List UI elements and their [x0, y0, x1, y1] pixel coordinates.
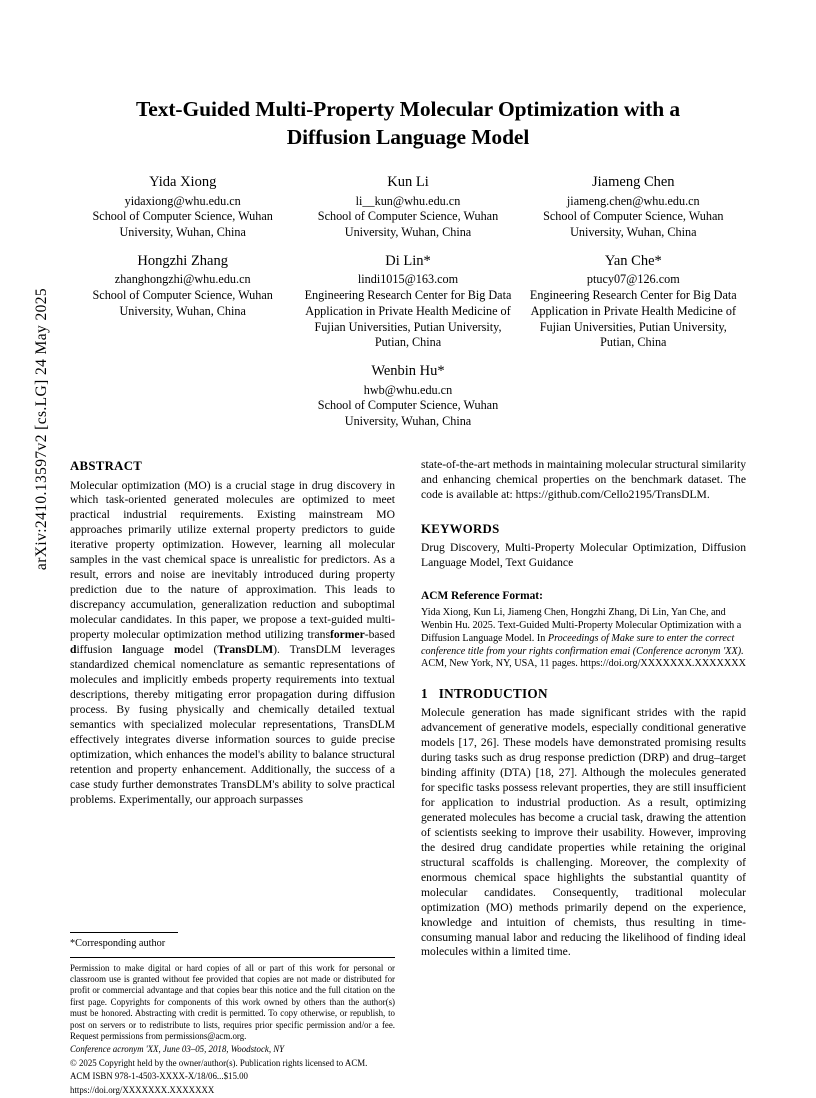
- abstract-bold-m: m: [173, 642, 184, 656]
- author-name: Yan Che*: [604, 252, 662, 269]
- page-title: Text-Guided Multi-Property Molecular Optimization with a Diffusion Language Model: [135, 97, 680, 149]
- keywords-heading: KEYWORDS: [421, 521, 500, 536]
- abstract-continuation: state-of-the-art methods in maintaining molecular structural similarity and enhancing chemical properties on the benchmark dataset. The code is available at: https://github.com/Cello2195/TransDLM.: [421, 458, 746, 501]
- abstract-text: [70, 479, 395, 808]
- abstract-bold-former: former: [329, 628, 365, 642]
- author-block: [521, 252, 746, 351]
- abstract-part-6: ). TransDLM leverages standardized chemical nomenclature as semantic representations of molecules and implicitly embeds property requirements into textual descriptions, thereby mitigating error propagation during diffusion process. By fusing physically and chemically detailed textual semantics with specialized molecular representations, TransDLM effectively integrates diverse information sources to guide precise optimization, which enhances the model's ability to balance structural retention and property enhancement. Additionally, the success of a case study further demonstrates TransDLM's ability to solve practical problems. Experimentally, our approach surpasses: [70, 642, 395, 806]
- acm-ref-part-2: ACM, New York, NY, USA, 11 pages. https://doi.org/XXXXXXX.XXXXXXX: [421, 658, 746, 670]
- author-name: Yida Xiong: [149, 174, 217, 191]
- section-title: INTRODUCTION: [438, 686, 548, 702]
- introduction-paragraph: Molecule generation has made significant strides with the rapid advancement of generative models, especially conditional generative models [17, 26]. These models have demonstrated promising results during tasks such as drug response prediction (DRP) and drug–target binding affinity (DTA) [18, 27]. Although the molecules generated for specific tasks possess relevant properties, they are still insufficient for application to industrial production. As a result, optimizing generated molecules has become a crucial task, drawing the attention of scientists seeking to improve their usability. However, improving the desired drug candidate properties while retaining the original structural scaffolds is challenging. Moreover, the complexity of enormous chemical space highlights the substantial quantity of molecular candidates. Consequently, traditional molecular optimization (MO) methods primarily depend on the experience, knowledge and intuition of chemists, thus resulting in time-consuming manual labor and reducing the likelihood of finding ideal molecules within a limited time.: [421, 706, 746, 959]
- section-number: 1: [421, 686, 428, 702]
- author-email[interactable]: jiameng.chen@whu.edu.cn: [566, 193, 700, 208]
- two-column-body: [70, 458, 746, 1098]
- author-email[interactable]: li__kun@whu.edu.cn: [355, 193, 461, 208]
- abstract-bold-d: d: [70, 642, 77, 656]
- author-block: [295, 173, 520, 241]
- abstract-bold-transdlm: TransDLM: [217, 642, 274, 656]
- license-divider: [70, 957, 395, 958]
- license-permission: Permission to make digital or hard copies of all or part of this work for personal or classroom use is granted without fee provided that copies are not made or distributed for profit or commercial advantage and that copies bear this notice and the full citation on the first page. Copyrights for components of this work owned by others than the author(s) must be honored. Abstracting with credit is permitted. To copy otherwise, or republish, to post on servers or to redistribute to lists, requires prior specific permission and/or a fee. Request permissions from permissions@acm.org.: [70, 962, 395, 1042]
- left-column-footer: [70, 932, 395, 1098]
- abstract-bold-l: l: [122, 642, 126, 656]
- acm-reference-text: [421, 607, 746, 671]
- author-affiliation: School of Computer Science, Wuhan University, Wuhan, China: [543, 209, 724, 239]
- author-affiliation: School of Computer Science, Wuhan University, Wuhan, China: [317, 209, 499, 239]
- right-column: [421, 458, 746, 1098]
- author-email[interactable]: zhanghongzhi@whu.edu.cn: [114, 272, 251, 287]
- author-name: Kun Li: [387, 174, 429, 191]
- license-doi[interactable]: https://doi.org/XXXXXXX.XXXXXXX: [70, 1084, 215, 1095]
- author-email[interactable]: yidaxiong@whu.edu.cn: [124, 193, 241, 208]
- spacer: [421, 671, 746, 685]
- abstract-heading: ABSTRACT: [70, 459, 143, 473]
- author-name: Di Lin*: [385, 252, 431, 269]
- license-isbn: ACM ISBN 978-1-4503-XXXX-X/18/06...$15.00: [70, 1071, 248, 1082]
- author-block: [295, 362, 520, 430]
- license-block: [70, 963, 395, 1096]
- author-block: [295, 252, 520, 351]
- abstract-part-3: iffusion: [76, 642, 123, 656]
- acm-ref-proceedings: Proceedings of Make sure to enter the correct conference title from your rights confirmation emai (Conference acronym 'XX).: [421, 632, 744, 657]
- spacer: [421, 578, 746, 589]
- keywords-text: Drug Discovery, Multi-Property Molecular Optimization, Diffusion Language Model, Text Guidance: [421, 541, 746, 570]
- author-affiliation: School of Computer Science, Wuhan University, Wuhan, China: [92, 209, 273, 239]
- author-name: Hongzhi Zhang: [137, 252, 228, 269]
- author-affiliation: School of Computer Science, Wuhan University, Wuhan, China: [92, 287, 273, 318]
- author-name: Jiameng Chen: [592, 174, 675, 191]
- author-affiliation: Engineering Research Center for Big Data Application in Private Health Medicine of Fujian Universities, Putian University, Putian, China: [304, 287, 512, 350]
- license-copyright: © 2025 Copyright held by the owner/author(s). Publication rights licensed to ACM.: [70, 1057, 368, 1068]
- corresponding-author-note: *Corresponding author: [70, 938, 166, 950]
- author-email[interactable]: hwb@whu.edu.cn: [363, 382, 453, 397]
- author-affiliation: Engineering Research Center for Big Data Application in Private Health Medicine of Fujian Universities, Putian University, Putian, China: [529, 287, 737, 350]
- left-column: [70, 458, 395, 1098]
- author-affiliation: School of Computer Science, Wuhan University, Wuhan, China: [317, 398, 499, 429]
- introduction-heading: [421, 685, 746, 702]
- paper-content: [70, 96, 746, 1098]
- acm-reference-heading: ACM Reference Format:: [421, 590, 543, 603]
- author-block: [70, 173, 295, 241]
- acm-ref-part-1: Yida Xiong, Kun Li, Jiameng Chen, Hongzhi Zhang, Di Lin, Yan Che, and Wenbin Hu. 2025. Text-Guided Multi-Property Molecular Optimization with a Diffusion Language Model. In: [421, 606, 742, 644]
- author-block: [521, 173, 746, 241]
- author-email[interactable]: ptucy07@126.com: [586, 272, 680, 287]
- arxiv-stamp: arXiv:2410.13597v2 [cs.LG] 24 May 2025: [33, 287, 50, 571]
- footnote-divider: [70, 932, 178, 933]
- spacer: [421, 510, 746, 521]
- author-row: [70, 362, 746, 441]
- author-list: [70, 173, 746, 441]
- abstract-part-5: odel (: [183, 642, 218, 656]
- abstract-part-4: anguage: [125, 642, 174, 656]
- license-conference: Conference acronym 'XX, June 03–05, 2018, Woodstock, NY: [70, 1044, 285, 1055]
- author-row: [70, 173, 746, 252]
- author-block: [70, 252, 295, 351]
- author-row: [70, 252, 746, 362]
- abstract-part-1: Molecular optimization (MO) is a crucial stage in drug discovery in which task-oriented generated molecules are optimized to meet practical industrial requirements. Existing mainstream MO approaches primarily utilize external property predictors to guide iterative property optimization. However, learning all molecular samples in the vast chemical space is unrealistic for predictors. As a result, errors and noise are inevitably introduced during property prediction due to the nature of approximation. This leads to discrepancy accumulation, generalization reduction and suboptimal molecular candidates. In this paper, we propose a text-guided multi-property molecular optimization method utilizing trans: [70, 478, 395, 642]
- abstract-part-2: -based: [364, 628, 395, 642]
- author-name: Wenbin Hu*: [371, 363, 445, 380]
- author-email[interactable]: lindi1015@163.com: [357, 272, 459, 287]
